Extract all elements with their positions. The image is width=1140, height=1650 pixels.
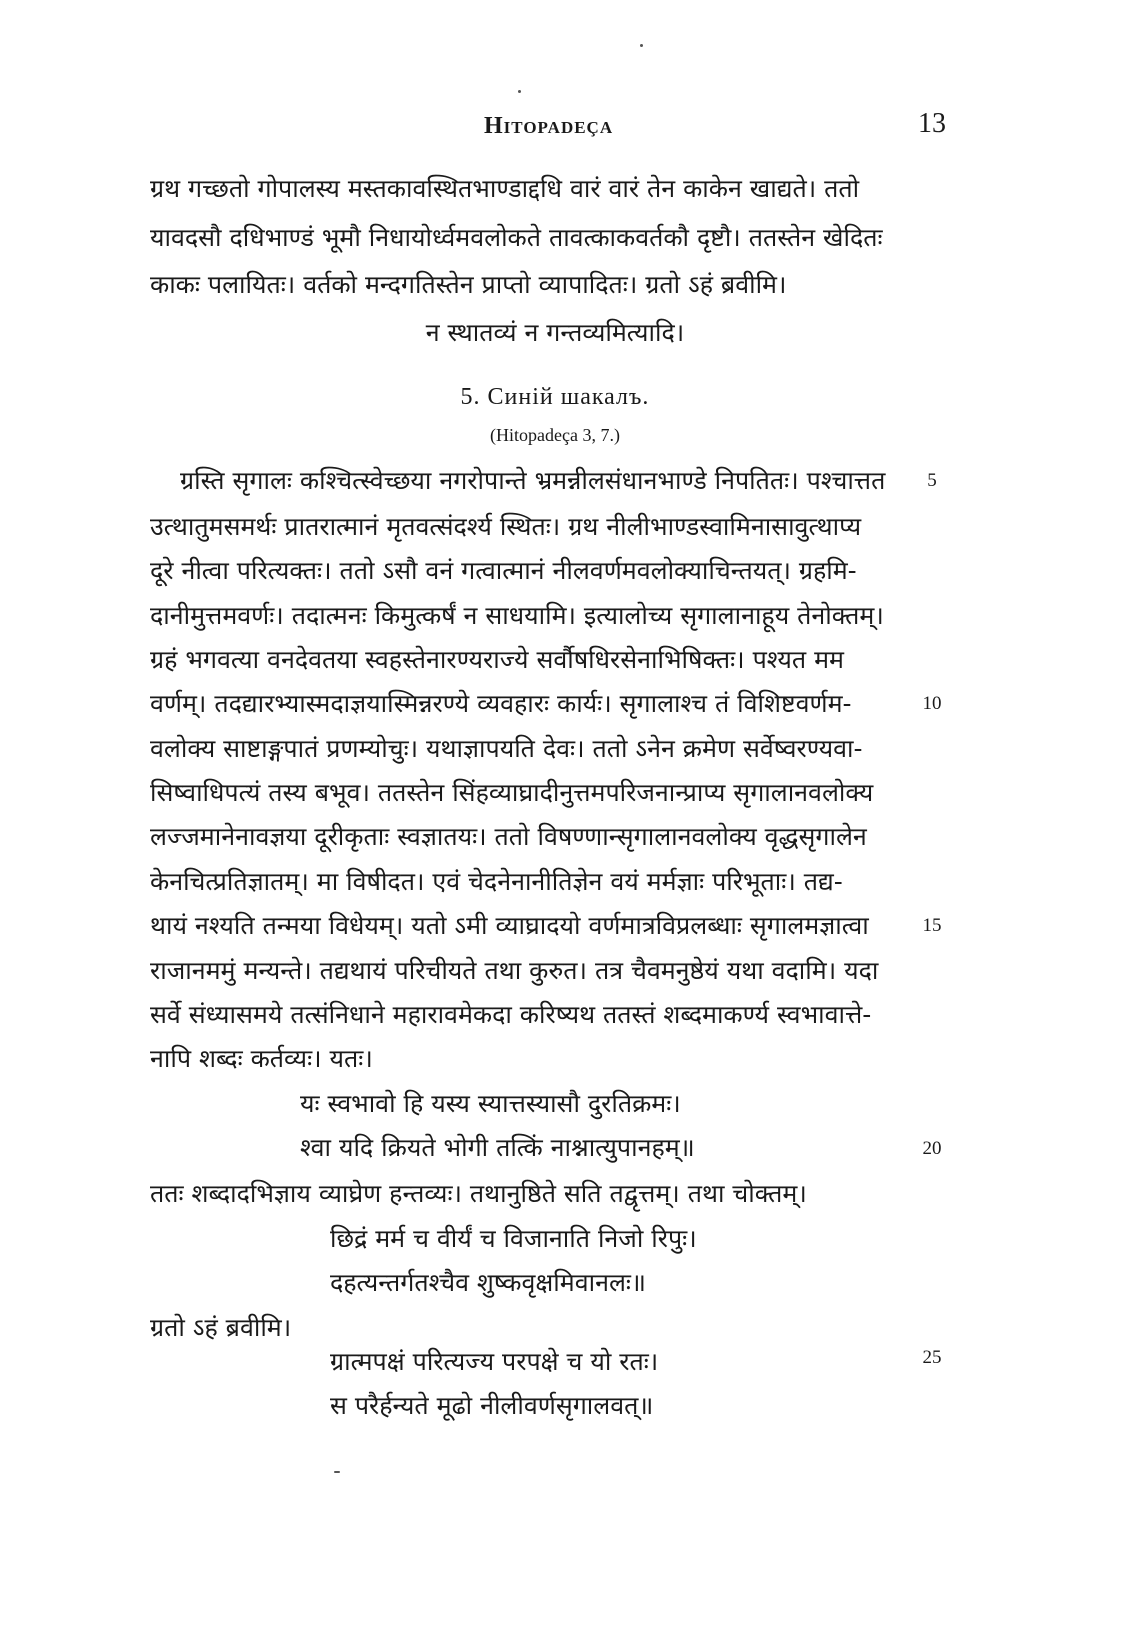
text-line: उत्थातुमसमर्थः प्रातरात्मानं मृतवत्संदर्श्य स्थितः। ग्रथ नीलीभाण्डस्वामिनासावुत्थाप्य [150, 512, 862, 541]
line-number: 15 [922, 915, 942, 936]
text-line: दूरे नीत्वा परित्यक्तः। ततो ऽसौ वनं गत्वात्मानं नीलवर्णमवलोक्याचिन्तयत्। ग्रहमि- [150, 556, 857, 585]
line-number: 20 [922, 1138, 942, 1159]
text-line: वलोक्य साष्टाङ्गपातं प्रणम्योचुः। यथाज्ञापयति देवः। ततो ऽनेन क्रमेण सर्वेष्वरण्यवा- [150, 734, 863, 763]
text-line: ग्रथ गच्छतो गोपालस्य मस्तकावस्थितभाण्डाद्दधि वारं वारं तेन काकेन खाद्यते। ततो [150, 174, 860, 203]
verse-line: ग्रात्मपक्षं परित्यज्य परपक्षे च यो रतः। [330, 1347, 659, 1376]
text-line: दानीमुत्तमवर्णः। तदात्मनः किमुत्कर्षं न साधयामि। इत्यालोच्य सृगालानाहूय तेनोक्तम्। [150, 601, 884, 630]
verse-line: छिद्रं मर्म च वीर्यं च विजानाति निजो रिपुः। [330, 1224, 697, 1253]
text-line: लज्जमानेनावज्ञया दूरीकृताः स्वज्ञातयः। ततो विषण्णान्सृगालानवलोक्य वृद्धसृगालेन [150, 822, 867, 851]
text-line: ग्रस्ति सृगालः कश्चित्स्वेच्छया नगरोपान्ते भ्रमन्नीलसंधानभाण्डे निपतितः। पश्चात्तत [180, 466, 886, 495]
text-line: वर्णम्। तदद्यारभ्यास्मदाज्ञयास्मिन्नरण्ये व्यवहारः कार्यः। सृगालाश्च तं विशिष्टवर्णम- [150, 689, 852, 718]
text-line: ग्रहं भगवत्या वनदेवतया स्वहस्तेनारण्यराज्ये सर्वौषधिरसेनाभिषिक्तः। पश्यत मम [150, 645, 845, 674]
section-source: (Hitopadeça 3, 7.) [490, 425, 620, 445]
line-number: 25 [922, 1347, 942, 1368]
verse-line: स परैर्हन्यते मूढो नीलीवर्णसृगालवत्॥ [330, 1391, 654, 1420]
text-line: न स्थातव्यं न गन्तव्यमित्यादि। [425, 318, 685, 347]
line-number: 10 [922, 693, 942, 714]
verse-line: श्वा यदि क्रियते भोगी तत्किं नाश्नात्युपानहम्॥ [300, 1133, 695, 1162]
scan-speck [334, 1471, 340, 1473]
text-line: नापि शब्दः कर्तव्यः। यतः। [150, 1044, 373, 1073]
text-line: सिष्वाधिपत्यं तस्य बभूव। ततस्तेन सिंहव्याघ्रादीनुत्तमपरिजनान्प्राप्य सृगालानवलोक्य [150, 778, 874, 807]
page-number: 13 [918, 108, 946, 139]
text-line: केनचित्प्रतिज्ञातम्। मा विषीदत। एवं चेदनेनानीतिज्ञेन वयं मर्मज्ञाः परिभूताः। तद्य- [150, 867, 843, 896]
verse-line: यः स्वभावो हि यस्य स्यात्तस्यासौ दुरतिक्रमः। [300, 1089, 681, 1118]
line-number: 5 [927, 470, 937, 491]
running-header-title: Hitopadeça [484, 113, 614, 139]
text-line: यावदसौ दधिभाण्डं भूमौ निधायोर्ध्वमवलोकते तावत्काकवर्तकौ दृष्टौ। ततस्तेन खेदितः [150, 223, 883, 252]
scan-speck [518, 90, 521, 93]
text-line: काकः पलायितः। वर्तको मन्दगतिस्तेन प्राप्तो व्यापादितः। ग्रतो ऽहं ब्रवीमि। [150, 270, 787, 299]
section-heading: 5. Синій шакалъ. [460, 384, 650, 410]
text-line: ततः शब्दादभिज्ञाय व्याघ्रेण हन्तव्यः। तथानुष्ठिते सति तद्वृत्तम्। तथा चोक्तम्। [150, 1179, 807, 1208]
scan-speck [640, 44, 643, 47]
text-line: ग्रतो ऽहं ब्रवीमि। [150, 1313, 292, 1342]
text-line: सर्वे संध्यासमये तत्संनिधाने महारावमेकदा करिष्यथ ततस्तं शब्दमाकर्ण्य स्वभावात्ते- [150, 1000, 872, 1029]
verse-line: दहत्यन्तर्गतश्चैव शुष्कवृक्षमिवानलः॥ [330, 1268, 646, 1297]
text-line: राजानममुं मन्यन्ते। तद्यथायं परिचीयते तथा कुरुत। तत्र चैवमनुष्ठेयं यथा वदामि। यदा [150, 956, 879, 985]
text-line: थायं नश्यति तन्मया विधेयम्। यतो ऽमी व्याघ्रादयो वर्णमात्रविप्रलब्धाः सृगालमज्ञात्वा [150, 911, 869, 940]
